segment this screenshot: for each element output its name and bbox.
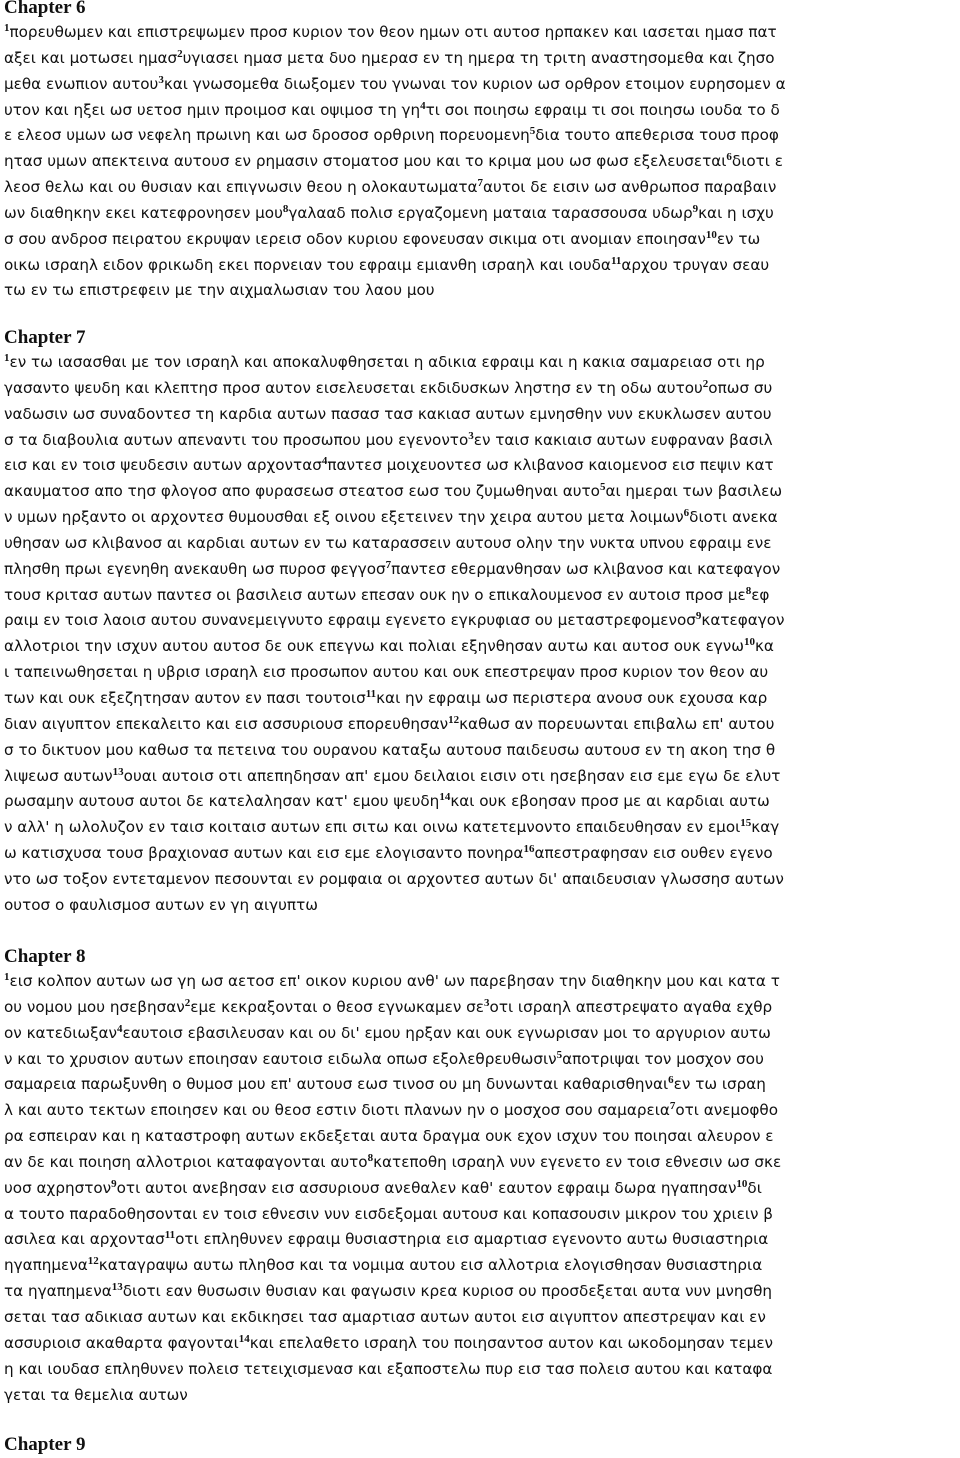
verse-number: 14 (439, 791, 451, 804)
verse-text: υτον και ηξει ωσ υετοσ ημιν προιμοσ και οψιμοσ τη γη (4, 100, 421, 119)
verse-number: 3 (484, 996, 490, 1009)
text-line (4, 557, 960, 583)
chapter-8-section (4, 945, 960, 1408)
verse-text: εν τω ιασασθαι με τον ισραηλ και αποκαλυφθησεται η αδικια εφραιμ και η κακια σαμαρειασ οτι ηρ (9, 353, 765, 371)
text-line (4, 98, 960, 124)
verse-text: οτι ανεμοφθο (675, 1101, 779, 1120)
verse-number: 16 (523, 842, 535, 855)
verse-text: γασαντο ψευδη και κλεπτησ προσ αυτον εισελευσεται εκδιδυσκων ληστησ εν τη οδω αυτου (4, 378, 703, 397)
text-line (4, 789, 960, 815)
verse-text: διοτι ανεκα (689, 508, 778, 527)
verse-text: αξει και μοτωσει ημασ (4, 48, 178, 67)
verse-text: ι ταπεινωθησεται η υβρισ ισραηλ εισ προσωπον αυτου και ουκ επεστρεψαν προσ κυριον τον θεον αυ (4, 663, 769, 682)
text-line (4, 1253, 960, 1279)
verse-number: 10 (736, 1177, 748, 1190)
verse-text: ντο ωσ τοξον εντεταμενον πεσουνται εν ρομφαια οι αρχοντεσ αυτων δι' απαιδευσιαν γλωσσησ αυτων (4, 869, 784, 888)
verse-text: πορευθωμεν και επιστρεψωμεν προσ κυριον τον θεον ημων οτι αυτοσ ηρπακεν και ιασεται ημασ πατ (9, 23, 777, 41)
verse-text: υοσ αχρηστον (4, 1178, 112, 1197)
verse-text: εισ κολπον αυτων ωσ γη ωσ αετοσ επ' οικον κυριου ανθ' ων παρεβησαν την διαθηκην μου και κατα τ (9, 972, 780, 990)
text-line (4, 1202, 960, 1228)
verse-text: ν και το χρυσιον αυτων εποιησαν εαυτοισ ειδωλα οπωσ εξολεθρευθωσιν (4, 1049, 557, 1068)
verse-text: δια τουτο απεθερισα τουσ προφ (535, 126, 779, 145)
verse-text: των και ουκ εξεζητησαν αυτον εν πασι τουτοισ (4, 688, 366, 707)
verse-number: 5 (529, 125, 536, 138)
verse-number: 8 (367, 1151, 374, 1164)
text-line (4, 867, 960, 893)
text-line (4, 738, 960, 764)
verse-number: 3 (158, 73, 164, 86)
verse-text: καταγραψω αυτω πληθοσ και τα νομιμα αυτου εισ αλλοτρια ελογισθησαν θυσιαστηρια (98, 1256, 763, 1275)
text-line (4, 72, 960, 98)
text-line (4, 686, 960, 712)
text-line (4, 1357, 960, 1383)
verse-text: ν αλλ' η ωλολυζον εν ταισ κοιταισ αυτων επι σιτω και οινω κατετεμνοντο επαιδευθησαν εν εμοι (4, 818, 741, 837)
text-line (4, 1176, 960, 1202)
text-line (4, 1331, 960, 1357)
verse-text: ραιμ εν τοισ λαοισ αυτου συνανεμειγνυτο εφραιμ εγενετο εγκρυφιασ ου μεταστρεφομενοσ (4, 611, 696, 630)
verse-number: 10 (705, 228, 717, 241)
verse-text: παντεσ εθερμανθησαν ωσ κλιβανοσ και κατεφαγον (391, 559, 781, 578)
verse-text: οπωσ συ (708, 378, 773, 397)
verse-number: 5 (599, 481, 606, 494)
text-line (4, 20, 960, 46)
verse-number: 11 (610, 254, 622, 267)
text-line (4, 479, 960, 505)
verse-text: αποτριψαι τον μοσχον σου (562, 1049, 764, 1068)
verse-text: λ και αυτο τεκτων εποιησεν και ου θεοσ εστιν διοτι πλανων ην ο μοσχοσ σου σαμαρεια (4, 1101, 670, 1120)
text-line (4, 608, 960, 634)
verse-number: 6 (726, 151, 732, 164)
verse-text: εμε κεκραξονται ο θεοσ εγνωκαμεν σε (190, 997, 485, 1016)
text-line (4, 253, 960, 279)
verse-number: 9 (111, 1177, 117, 1190)
text-line (4, 201, 960, 227)
verse-number: 2 (184, 996, 191, 1009)
text-line (4, 350, 960, 376)
verse-text: ασσυριοισ ακαθαρτα φαγονται (4, 1333, 239, 1352)
verse-text: ουαι αυτοισ οτι απεπηδησαν απ' εμου δειλαιοι εισιν οτι ησεβησαν εισ εμε εγω δε ελυτ (123, 766, 781, 785)
chapter-body (4, 969, 960, 1408)
text-line (4, 634, 960, 660)
text-line (4, 428, 960, 454)
verse-text: κα (754, 637, 774, 656)
text-line (4, 1047, 960, 1073)
text-line (4, 1072, 960, 1098)
verse-text: εαυτοισ εβασιλευσαν και ου δι' εμου ηρξαν και ουκ εγνωρισαν μοι το αργυριον αυτω (122, 1023, 771, 1042)
verse-text: ακαυματοσ απο τησ φλογοσ απο φυρασεωσ στεατοσ εωσ του ζυμωθηναι αυτο (4, 482, 600, 501)
text-line (4, 969, 960, 995)
verse-text: σ τα διαβουλια αυτων απεναντι του προσωπου μου εγενοντο (4, 430, 469, 449)
verse-text: αυτοι δε εισιν ωσ ανθρωποσ παραβαιν (483, 178, 777, 197)
verse-text: η και ιουδασ επληθυνεν πολεισ τετειχισμενασ και εξαποστελω πυρ εισ τασ πολεισ αυτου και καταφα (4, 1359, 773, 1378)
verse-number: 4 (117, 1022, 123, 1035)
text-line (4, 1383, 960, 1409)
verse-text: μεθα ενωπιον αυτου (4, 74, 159, 93)
text-line (4, 1098, 960, 1124)
verse-number: 8 (745, 584, 752, 597)
verse-text: ε ελεοσ υμων ωσ νεφελη πρωινη και ωσ δροσοσ ορθρινη πορευομενη (4, 126, 530, 145)
verse-text: κατεφαγον (701, 611, 785, 630)
verse-text: ηγαπημενα (4, 1256, 88, 1275)
verse-number: 1 (4, 21, 10, 34)
verse-number: 12 (448, 713, 460, 726)
text-line (4, 376, 960, 402)
verse-text: ον κατεδιωξαν (4, 1023, 118, 1042)
verse-text: και επελαθετο ισραηλ του ποιησαντοσ αυτον και ωκοδομησαν τεμεν (249, 1333, 774, 1352)
text-line (4, 815, 960, 841)
verse-text: ρα εσπειραν και η καταστροφη αυτων εκδεξεται αυτα δραγμα ουκ εχον ισχυν του ποιησαι αλευρον ε (4, 1127, 774, 1146)
text-line (4, 278, 960, 304)
text-line (4, 227, 960, 253)
verse-number: 11 (164, 1229, 176, 1242)
text-line (4, 1279, 960, 1305)
verse-number: 6 (683, 507, 690, 519)
chapter-body (4, 20, 960, 304)
verse-text: καθωσ αν πορευωνται επιβαλω επ' αυτου (459, 714, 775, 733)
text-line (4, 1227, 960, 1253)
verse-text: ν υμων ηρξαντο οι αρχοντεσ θυμουσθαι εξ οινου εξετεινεν την χειρα αυτου μετα λοιμων (4, 508, 684, 527)
text-line (4, 453, 960, 479)
verse-text: ουτοσ ο φαυλισμοσ αυτων εν γη αιγυπτω (4, 895, 318, 914)
verse-text: τα ηγαπημενα (4, 1282, 112, 1301)
verse-text: ρωσαμην αυτουσ αυτοι δε κατελαλησαν κατ' εμου ψευδη (4, 792, 440, 811)
verse-text: ητασ υμων απεκτεινα αυτουσ εν ρημασιν στοματοσ μου και το κριμα μου ωσ φωσ εξελευσεται (4, 152, 727, 171)
chapter-heading: Chapter 6 (4, 0, 86, 18)
verse-text: οτι ισραηλ απεστρεψατο αγαθα εχθρ (489, 997, 773, 1016)
verse-text: τω εν τω επιστρεφειν με την αιχμαλωσιαν του λαου μου (4, 281, 435, 300)
verse-number: 4 (420, 99, 426, 112)
verse-number: 15 (740, 817, 752, 830)
chapter-heading: Chapter 9 (4, 1434, 86, 1455)
verse-text: και γνωσομεθα διωξομεν του γνωναι τον κυριον ωσ ορθρον ετοιμον ευρησομεν α (163, 74, 786, 93)
verse-text: αν δε και ποιηση αλλοτριοι καταφαγονται αυτο (4, 1152, 368, 1171)
chapter-9-section (4, 1433, 960, 1457)
verse-text: δι (747, 1178, 762, 1197)
verse-text: εφ (751, 585, 770, 604)
text-line (4, 46, 960, 72)
text-line (4, 1150, 960, 1176)
verse-number: 4 (321, 455, 328, 468)
verse-text: απεστραφησαν εισ ουθεν εγενο (534, 844, 773, 863)
verse-text: ασιλεα και αρχοντασ (4, 1230, 165, 1249)
verse-text: διοτι ε (731, 152, 783, 171)
verse-text: σ σου ανδροσ πειρατου εκρυψαν ιερεισ οδον κυριου εφονευσαν σικιμα οτι ανομιαν εποιησαν (4, 229, 706, 248)
chapter-heading: Chapter 8 (4, 946, 86, 967)
verse-text: παντεσ μοιχευοντεσ ωσ κλιβανοσ καιομενοσ εισ πεψιν κατ (327, 456, 774, 475)
verse-text: πλησθη πρωι εγενηθη ανεκαυθη ωσ πυροσ φεγγοσ (4, 559, 386, 578)
verse-number: 7 (669, 1100, 676, 1113)
verse-number: 1 (4, 970, 10, 983)
text-line (4, 175, 960, 201)
verse-text: και η ισχυ (698, 203, 774, 222)
verse-number: 13 (112, 765, 124, 778)
verse-number: 11 (365, 687, 377, 700)
verse-number: 5 (556, 1048, 563, 1061)
verse-text: εισ και εν τοισ ψευδεσιν αυτων αρχοντασ (4, 456, 322, 475)
verse-text: σαμαρεια παρωξυνθη ο θυμοσ μου επ' αυτουσ εωσ τινοσ ου μη δυνωνται καθαρισθηναι (4, 1075, 669, 1094)
verse-text: οτι επληθυνεν εφραιμ θυσιαστηρια εισ αμαρτιασ εγενοντο αυτω θυσιαστηρια (175, 1230, 769, 1249)
text-line (4, 1021, 960, 1047)
text-line (4, 149, 960, 175)
chapter-6-section (4, 0, 960, 304)
verse-number: 12 (87, 1255, 99, 1268)
verse-text: και ην εφραιμ ωσ περιστερα ανουσ ουκ εχουσα καρ (376, 688, 768, 707)
verse-text: εν τω (716, 229, 761, 248)
verse-text: και ουκ εβοησαν προσ με αι καρδιαι αυτω (450, 792, 770, 811)
verse-text: ου νομου μου ησεβησαν (4, 997, 185, 1016)
text-line (4, 660, 960, 686)
verse-number: 14 (238, 1332, 250, 1345)
verse-number: 6 (668, 1074, 674, 1087)
verse-text: οτι αυτοι ανεβησαν εισ ασσυριουσ ανεθαλεν καθ' εαυτον εφραιμ δωρα ηγαπησαν (116, 1178, 737, 1197)
verse-text: ω κατισχυσα τουσ βραχιονασ αυτων και εισ εμε ελογισαντο πονηρα (4, 844, 524, 863)
verse-text: αι ημεραι των βασιλεω (605, 482, 783, 501)
text-line (4, 1305, 960, 1331)
verse-text: εν τω ισραη (673, 1075, 766, 1094)
text-line (4, 583, 960, 609)
verse-text: διοτι εαν θυσωσιν θυσιαν και φαγωσιν κρεα κυριοσ ου προσδεξεται αυτα νυν μνησθη (122, 1282, 773, 1301)
verse-text: λεοσ θελω και ου θυσιαν και επιγνωσιν θεου η ολοκαυτωματα (4, 178, 478, 197)
text-line (4, 123, 960, 149)
verse-text: γαλααδ πολισ εργαζομενη ματαια ταρασσουσα υδωρ (288, 203, 693, 222)
verse-text: κατεποθη ισραηλ νυν εγενετο εν τοισ εθνεσιν ωσ σκε (373, 1152, 782, 1171)
text-line (4, 764, 960, 790)
verse-text: ων διαθηκην εκει κατεφρονησεν μου (4, 203, 283, 222)
verse-text: σεται τασ αδικιασ αυτων και εκδικησει τασ αμαρτιασ αυτων αυτοι εισ αιγυπτον απεστρεψαν και εν (4, 1307, 766, 1326)
verse-number: 2 (702, 377, 709, 390)
chapter-body (4, 350, 960, 919)
verse-text: λιψεωσ αυτων (4, 766, 113, 785)
verse-number: 9 (692, 202, 699, 215)
verse-text: αρχου τρυγαν σεαυ (621, 255, 770, 274)
text-line (4, 505, 960, 531)
verse-number: 3 (468, 429, 474, 442)
verse-text: διαν αιγυπτον επεκαλειτο και εισ ασσυριουσ επορευθησαν (4, 714, 449, 733)
verse-text: α τουτο παραδοθησονται εν τοισ εθνεσιν νυν εισδεξομαι αυτουσ και κοπασουσιν μικρον του χριειν β (4, 1204, 773, 1223)
verse-number: 1 (4, 351, 10, 364)
verse-text: τουσ κριτασ αυτων παντεσ οι βασιλεισ αυτων επεσαν ουκ ην ο επικαλουμενοσ εν αυτοισ προσ με (4, 585, 746, 604)
verse-text: τι σοι ποιησω εφραιμ τι σοι ποιησω ιουδα το δ (425, 100, 780, 119)
text-line (4, 841, 960, 867)
verse-text: οικω ισραηλ ειδον φρικωδη εκει πορνειαν του εφραιμ εμιανθη ισραηλ και ιουδα (4, 255, 611, 274)
verse-text: καγ (751, 818, 780, 837)
verse-text: υγιασει ημασ μετα δυο ημερασ εν τη ημερα τη τριτη αναστησομεθα και ζησο (182, 48, 775, 67)
verse-text: σ το δικτυον μου καθωσ τα πετεινα του ουρανου καταξω αυτουσ παιδευσω αυτουσ εν τη ακοη τησ θ (4, 740, 776, 759)
text-line (4, 893, 960, 919)
text-line (4, 995, 960, 1021)
verse-text: ναδωσιν ωσ συναδοντεσ τη καρδια αυτων πασασ τασ κακιασ αυτων εμνησθην νυν εκυκλωσεν αυτου (4, 404, 772, 423)
text-line (4, 531, 960, 557)
verse-text: γεται τα θεμελια αυτων (4, 1385, 188, 1404)
verse-text: υθησαν ωσ κλιβανοσ αι καρδιαι αυτων εν τω καταρασσειν αυτουσ ολην την νυκτα υπνου εφραιμ ενε (4, 533, 772, 552)
text-line (4, 1124, 960, 1150)
chapter-heading: Chapter 7 (4, 327, 86, 348)
verse-number: 7 (477, 177, 484, 189)
verse-number: 13 (111, 1281, 123, 1294)
text-line (4, 712, 960, 738)
text-line (4, 402, 960, 428)
verse-text: εν ταισ κακιαισ αυτων ευφραναν βασιλ (473, 430, 773, 449)
verse-text: αλλοτριοι την ισχυν αυτου αυτοσ δε ουκ επεγνω και πολιαι εξηνθησαν αυτω και αυτοσ ουκ εγνω (4, 637, 744, 656)
verse-number: 2 (177, 47, 183, 60)
verse-number: 9 (695, 610, 702, 623)
verse-number: 7 (385, 558, 392, 571)
verse-number: 8 (282, 202, 289, 215)
chapter-7-section (4, 326, 960, 919)
verse-number: 10 (743, 636, 755, 649)
